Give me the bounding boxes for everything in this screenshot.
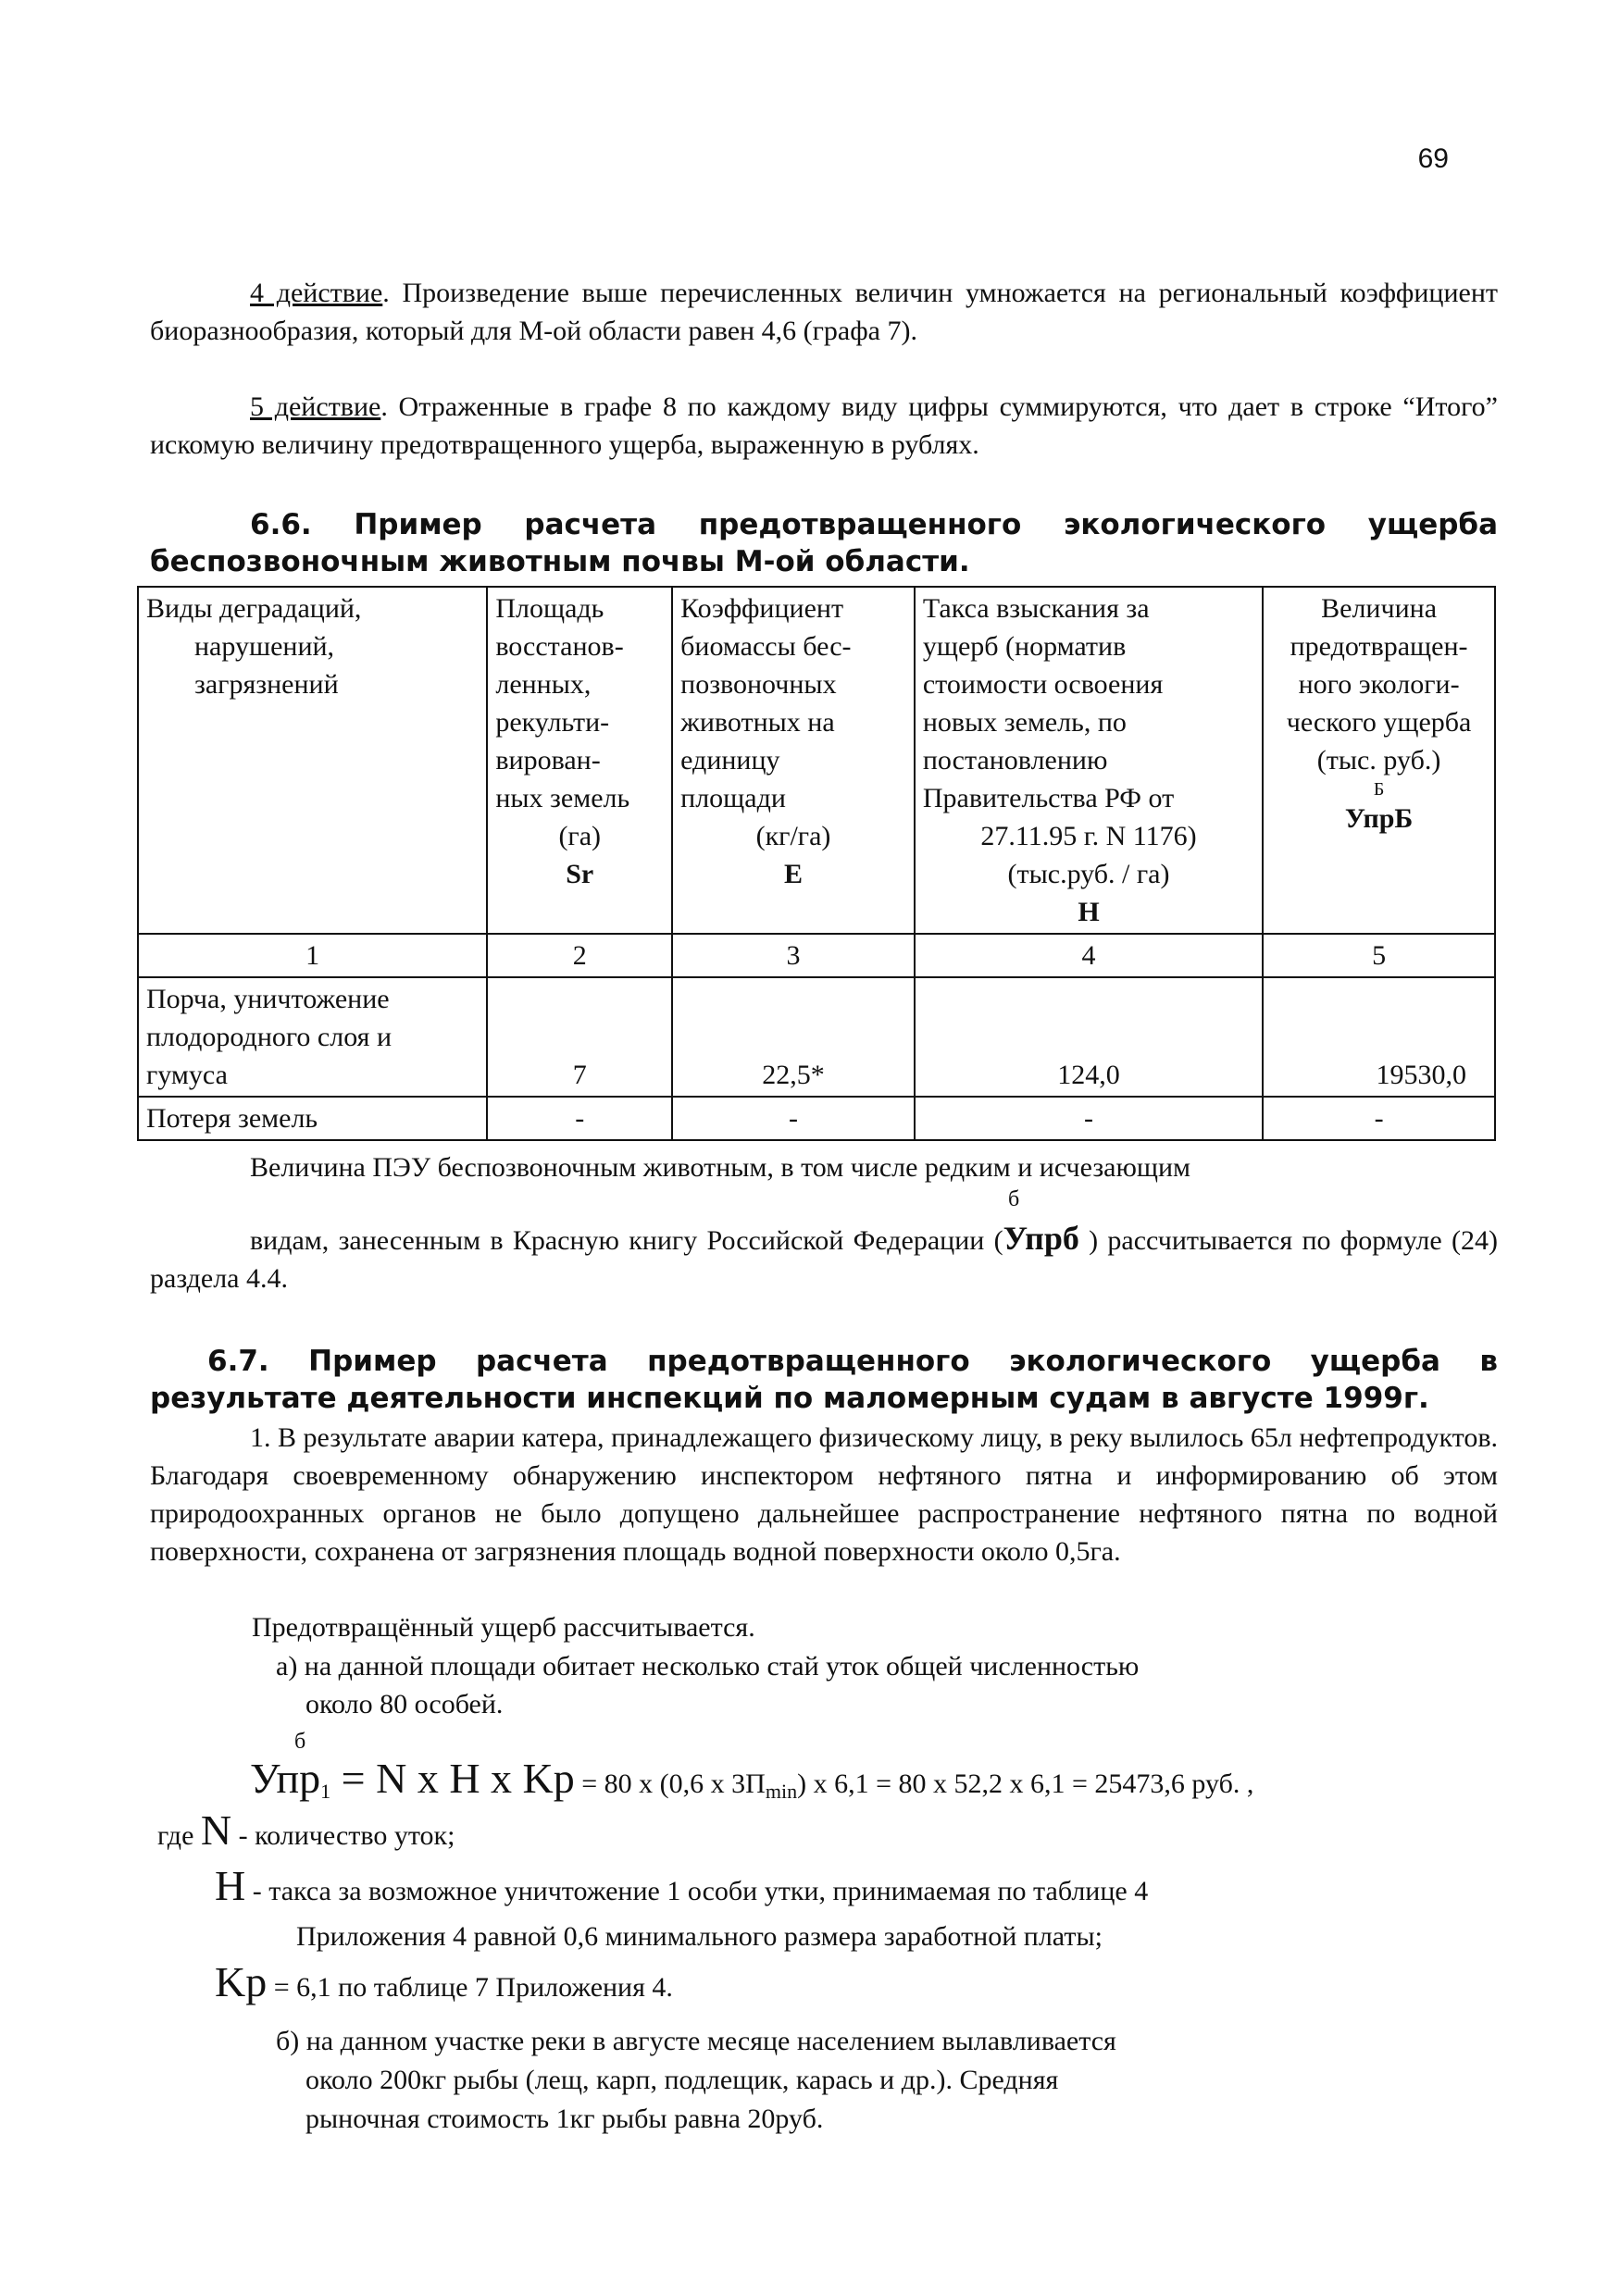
symbol-superscript: Б <box>1373 779 1385 800</box>
step5-text: . Отраженные в графе 8 по каждому виду цифры суммируются, что дает в строке “Итого” искомую величину предотвращенного ущерба, выраженную в рублях. <box>150 391 1498 460</box>
formula-mid: = N x H x Kp <box>330 1755 575 1802</box>
pey-line-2: видам, занесенным в Красную книгу Российской Федерации (Упрб ) рассчитывается по формуле (24) раздела 4.4. <box>150 1220 1498 1294</box>
symbol-uprb-inline: Упрб <box>1003 1220 1079 1257</box>
formula-lhs: Упр <box>250 1755 321 1802</box>
header-prevented-damage: Величина предотвращен- ного экологи- ческого ущерба (тыс. руб.) Б УпрБ <box>1263 587 1495 934</box>
symbol-sr: Sr <box>566 859 594 889</box>
item-a-line-2: около 80 особей. <box>305 1689 504 1719</box>
table-header-row <box>138 587 1495 934</box>
item-b-line-3: рыночная стоимость 1кг рыбы равна 20руб. <box>305 2104 824 2134</box>
pey-line-1: Величина ПЭУ беспозвоночным животным, в том числе редким и исчезающим <box>250 1152 1191 1183</box>
pey-superscript: б <box>1008 1187 1020 1211</box>
step4-label: 4 действие <box>250 278 383 308</box>
section-6-7-paragraph-1: 1. В результате аварии катера, принадлежащего физическому лицу, в реку вылилось 65л нефтепродуктов. Благодаря своевременному обнаружению инспектором нефтяного пятна и информированию об этом природоохранных органов не было допущено дальнейшее распространение нефтяного пятна по водной поверхности, сохранена от загрязнения площадь водной поверхности около 0,5га. <box>150 1422 1498 1567</box>
section-6-7-heading: 6.7. Пример расчета предотвращенного экологического ущерба в результате деятельности инспекций по маломерным судам в августе 1999г. <box>150 1345 1498 1415</box>
where-n-line: где N - количество уток; <box>157 1806 455 1854</box>
header-tax: Такса взыскания за ущерб (норматив стоимости освоения новых земель, по постановлению Правительства РФ от 27.11.95 г. N 1176) (тыс.руб. / га) H <box>915 587 1263 934</box>
header-degradation-types: Виды деградаций, нарушений, загрязнений <box>138 587 487 934</box>
formula: Упр$_1$ = N x H x Kp = 80 x (0,6 x $3П_{min}$) x 6,1 = 80 x 52,2 x 6,1 = 25473,6 руб. , <box>250 1755 1254 1803</box>
table-row: Потеря земель - - - - <box>138 1097 1495 1140</box>
step5-paragraph <box>150 388 1498 464</box>
formula-rhs: = 80 x (0,6 x 3П <box>574 1769 766 1799</box>
calc-line: Предотвращённый ущерб рассчитывается. <box>252 1612 755 1643</box>
item-a-line-1: а) на данной площади обитает несколько стай уток общей численностью <box>276 1651 1140 1682</box>
item-b-line-1: б) на данном участке реки в августе месяце населением вылавливается <box>276 2026 1116 2056</box>
symbol-uprb: УпрБ <box>1344 803 1414 834</box>
damage-table <box>137 586 1496 1141</box>
formula-superscript: б <box>294 1730 306 1754</box>
h-line-2: Приложения 4 равной 0,6 минимального размера заработной платы; <box>296 1921 1103 1952</box>
step4-text: . Произведение выше перечисленных величин умножается на региональный коэффициент биоразнообразия, который для М-ой области равен 4,6 (графа 7). <box>150 278 1498 346</box>
header-area: Площадь восстанов- ленных, рекульти- вирован- ных земель (га) Sr <box>487 587 672 934</box>
table-row: Порча, уничтожение плодородного слоя и гумуса 7 22,5* 124,0 19530,0 <box>138 977 1495 1097</box>
kp-line: Kp = 6,1 по таблице 7 Приложения 4. <box>215 1958 673 2005</box>
item-b-line-2: около 200кг рыбы (лещ, карп, подлещик, карась и др.). Средняя <box>305 2065 1059 2095</box>
section-6-6-heading: 6.6. Пример расчета предотвращенного экологического ущерба беспозвоночным животным почвы М-ой области. <box>150 508 1498 578</box>
step5-label: 5 действие <box>250 391 381 422</box>
column-numbers-row: 1 2 3 4 5 <box>138 934 1495 977</box>
symbol-e: E <box>783 859 803 889</box>
h-line-1: Н - такса за возможное уничтожение 1 особи утки, принимаемая по таблице 4 <box>215 1862 1149 1909</box>
symbol-h: H <box>1078 897 1100 927</box>
step4-paragraph <box>150 274 1498 350</box>
header-biomass-coef: Коэффициент биомассы бес- позвоночных животных на единицу площади (кг/га) E <box>672 587 915 934</box>
page-number: 69 <box>1417 143 1449 174</box>
